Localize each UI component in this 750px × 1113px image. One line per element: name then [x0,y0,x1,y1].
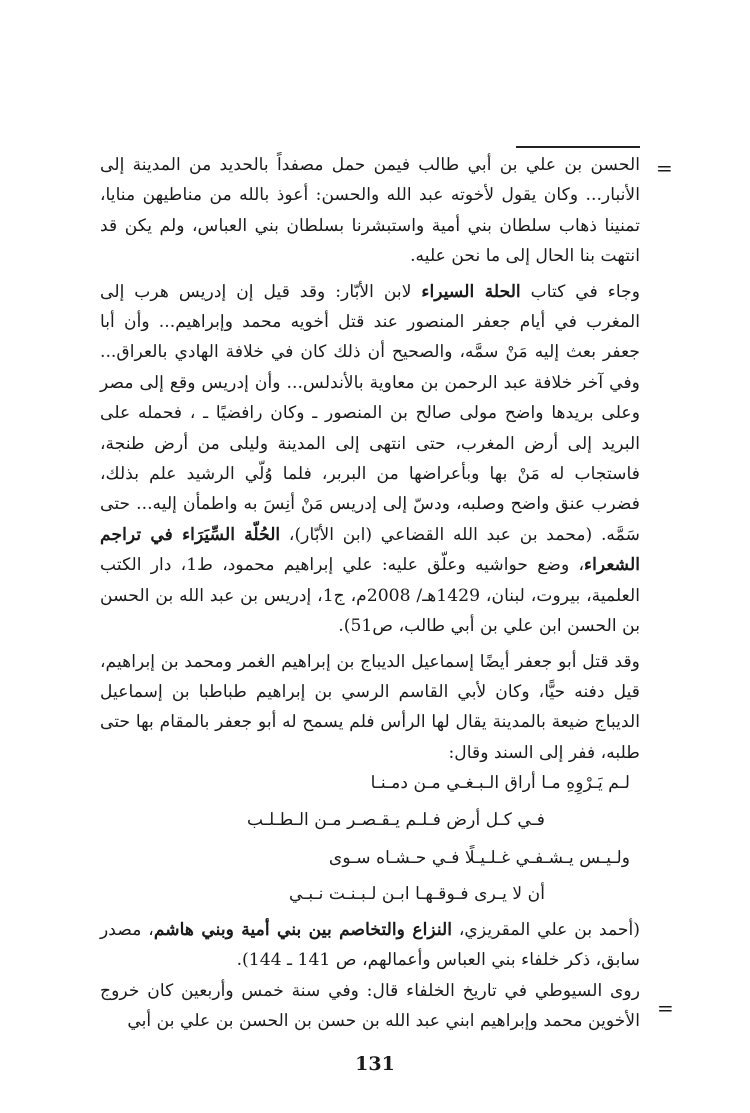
paragraph-4 [100,915,640,976]
paragraph-2 [100,277,640,642]
paragraph-5: روى السيوطي في تاريخ الخلفاء قال: وفي سنة خمس وأربعين كان خروج الأخوين محمد وإبراهيم ابني عبد الله بن حسن بن الحسن بن علي بن أبي [100,980,640,1031]
poem-line-4: أن لا يـرى فـوقـهـا ابـن لـبـنـت نـبـي [289,884,545,905]
paragraph-4-citation: ، مصدر سابق، ذكر خلفاء بني العباس وأعمالهم، ص 141 ـ 144). [100,919,640,971]
paragraph-3: وقد قتل أبو جعفر أيضًا إسماعيل الديباج بن إبراهيم الغمر ومحمد بن إبراهيم، قيل دفنه حيًّا، وكان لأبي القاسم الرسي بن إبراهيم طباطبا بن إسماعيل الديباج ضيعة بالمدينة يقال لها الرأس فلم يسمح له أبو جعفر بالمقام بها حتى طلبه، ففر إلى السند وقال: [100,651,640,763]
page-number: 131 [355,1053,395,1075]
paragraph-4-lead: (أحمد بن علي المقريزي، [452,919,641,940]
book-title-hulla: الحلة السيراء [421,281,521,302]
poem-line-3: ولـيـس يـشـفـي غـلـيـلًا فـي حـشـاه سـوى [328,847,630,868]
poem [100,768,640,910]
paragraph-2-citation: ، وضع حواشيه وعلّق عليه: علي إبراهيم محمود، ط1، دار الكتب العلمية، بيروت، لبنان، 1429هـ/ 2008م، ج1، إدريس بن عبد الله بن الحسن بن الحسن ابن علي بن أبي طالب، ص51). [100,555,640,637]
continuation-mark-top: = [656,156,673,180]
poem-line-1: لـم يَـرْوِهِ مـا أراق الـبـغـي مـن دمـنـا [370,773,630,794]
paragraph-1: الحسن بن علي بن أبي طالب فيمن حمل مصفداً بالحديد من المدينة إلى الأنبار... وكان يقول لأخوته عبد الله والحسن: أعوذ بالله من مناطيهن منايا، تمنينا ذهاب سلطان بني أمية واستبشرنا بسلطان بني العباس، ولم يكن قد انتهت بنا الحال إلى ما نحن عليه. [100,155,640,267]
footnote-separator-rule [516,146,640,148]
book-title-nizaa: النزاع والتخاصم بين بني أمية وبني هاشم [153,919,453,940]
footnote-text [100,150,640,1036]
continuation-mark-bottom: = [657,996,674,1020]
paragraph-2-lead: وجاء في كتاب [520,281,640,302]
paragraph-2-body: لابن الأبّار: وقد قيل إن إدريس هرب إلى المغرب في أيام جعفر المنصور عند قتل أخويه محمد وإبراهيم... وأن أبا جعفر بعث إليه مَنْ سمَّه، والصحيح أن ذلك كان في خلافة الهادي بالعراق... وفي آخر خلافة عبد الرحمن بن معاوية بالأندلس... وأن إدريس وقع إلى مصر وعلى بريدها واضح مولى صالح بن المنصور ـ وكان رافضيًا ـ ، فحمله على البريد إلى أرض المغرب، حتى انتهى إلى المدينة وليلى من أرض طنجة، فاستجاب له مَنْ بها وبأعراضها من البربر، فلما وُلّي الرشيد علم بذلك، فضرب عنق واضح وصلبه، ودسّ إلى إدريس مَنْ أنِسَ به واطمأن إليه... حتى سَمَّه. (محمد بن عبد الله القضاعي (ابن الأبّار)، [100,281,640,545]
poem-line-2: فـي كـل أرض فـلـم يـقـصـر مـن الـطـلـب [247,809,545,830]
book-title-hulla-full: الحُلّة السِّيَرَاء في تراجم الشعراء [100,524,640,576]
